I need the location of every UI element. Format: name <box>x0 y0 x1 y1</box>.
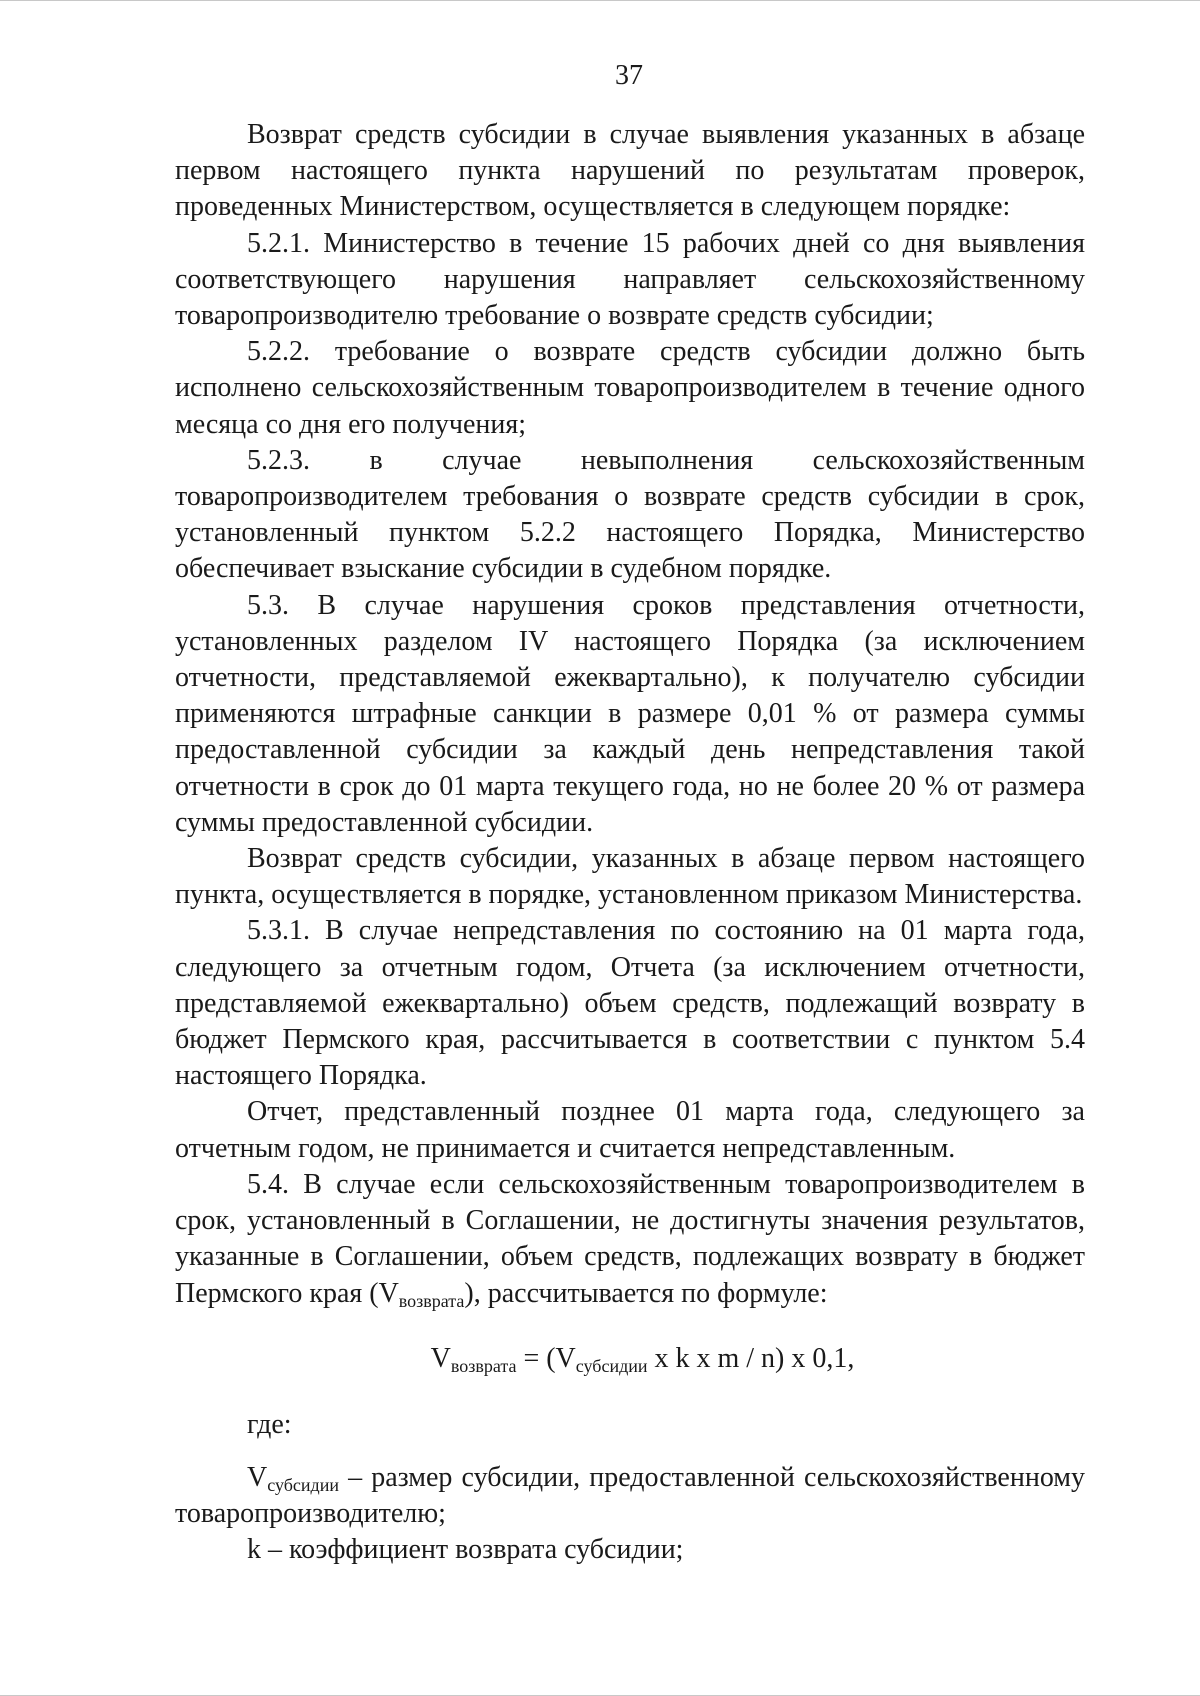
definition-v-text: – размер субсидии, предоставленной сельскохозяйственному товаропроизводителю; <box>175 1461 1085 1530</box>
where-label: где: <box>247 1408 292 1440</box>
paragraph-5-4-text: 5.4. В случае если сельскохозяйственным товаропроизводителем в срок, установленный в Соглашении, не достигнуты значения результатов, указанные в Соглашении, объем средств, подлежащих возврату в бюджет Пермского края (V <box>175 1168 1085 1309</box>
document-body <box>175 117 1085 1569</box>
formula-lhs-subscript: возврата <box>450 1355 517 1376</box>
paragraph-5-2-3: 5.2.3. в случае невыполнения сельскохозяйственным товаропроизводителем требования о возврате средств субсидии в срок, установленный пунктом 5.2.2 настоящего Порядка, Министерство обеспечивает взыскание субсидии в судебном порядке. <box>175 444 1085 585</box>
paragraph-5-4 <box>175 1167 1085 1312</box>
paragraph-report-late: Отчет, представленный позднее 01 марта года, следующего за отчетным годом, не принимается и считается непредставленным. <box>175 1096 1085 1164</box>
paragraph-5-2-1: 5.2.1. Министерство в течение 15 рабочих дней со дня выявления соответствующего нарушения направляет сельскохозяйственному товаропроизводителю требование о возврате средств субсидии; <box>175 227 1085 332</box>
paragraph-return-ministry: Возврат средств субсидии, указанных в абзаце первом настоящего пункта, осуществляется в порядке, установленном приказом Министерства. <box>175 843 1085 911</box>
formula-lhs: V <box>430 1342 451 1374</box>
paragraph-return-order: Возврат средств субсидии в случае выявления указанных в абзаце первом настоящего пункта нарушений по результатам проверок, проведенных Министерством, осуществляется в следующем порядке: <box>175 119 1085 223</box>
formula-rhs-subscript: субсидии <box>575 1355 648 1376</box>
scan-edge-top <box>0 0 1200 1</box>
formula-equals: = (V <box>516 1342 576 1374</box>
definition-v-symbol: V <box>247 1461 268 1493</box>
return-formula <box>175 1339 1085 1379</box>
paragraph-5-3-1: 5.3.1. В случае непредставления по состоянию на 01 марта года, следующего за отчетным годом, Отчета (за исключением отчетности, представляемой ежеквартально) объем средств, подлежащий возврату в бюджет Пермского края, рассчитывается в соответствии с пунктом 5.4 настоящего Порядка. <box>175 915 1085 1092</box>
definition-v-subscript: субсидии <box>267 1474 339 1495</box>
paragraph-5-4-subscript: возврата <box>398 1290 465 1311</box>
definition-v-subsidy <box>175 1460 1085 1532</box>
paragraph-5-2-2: 5.2.2. требование о возврате средств субсидии должно быть исполнено сельскохозяйственным товаропроизводителем в течение одного месяца со дня его получения; <box>175 336 1085 440</box>
page-number: 37 <box>615 60 643 91</box>
definition-k: k – коэффициент возврата субсидии; <box>247 1534 684 1566</box>
formula-rest: x k x m / n) x 0,1, <box>647 1342 855 1374</box>
paragraph-5-4-tail: ), рассчитывается по формуле: <box>464 1277 828 1309</box>
paragraph-5-3: 5.3. В случае нарушения сроков представления отчетности, установленных разделом IV настоящего Порядка (за исключением отчетности, представляемой ежеквартально), к получателю субсидии применяются штрафные санкции в размере 0,01 % от размера суммы предоставленной субсидии за каждый день непредставления такой отчетности в срок до 01 марта текущего года, но не более 20 % от размера суммы предоставленной субсидии. <box>175 589 1085 838</box>
